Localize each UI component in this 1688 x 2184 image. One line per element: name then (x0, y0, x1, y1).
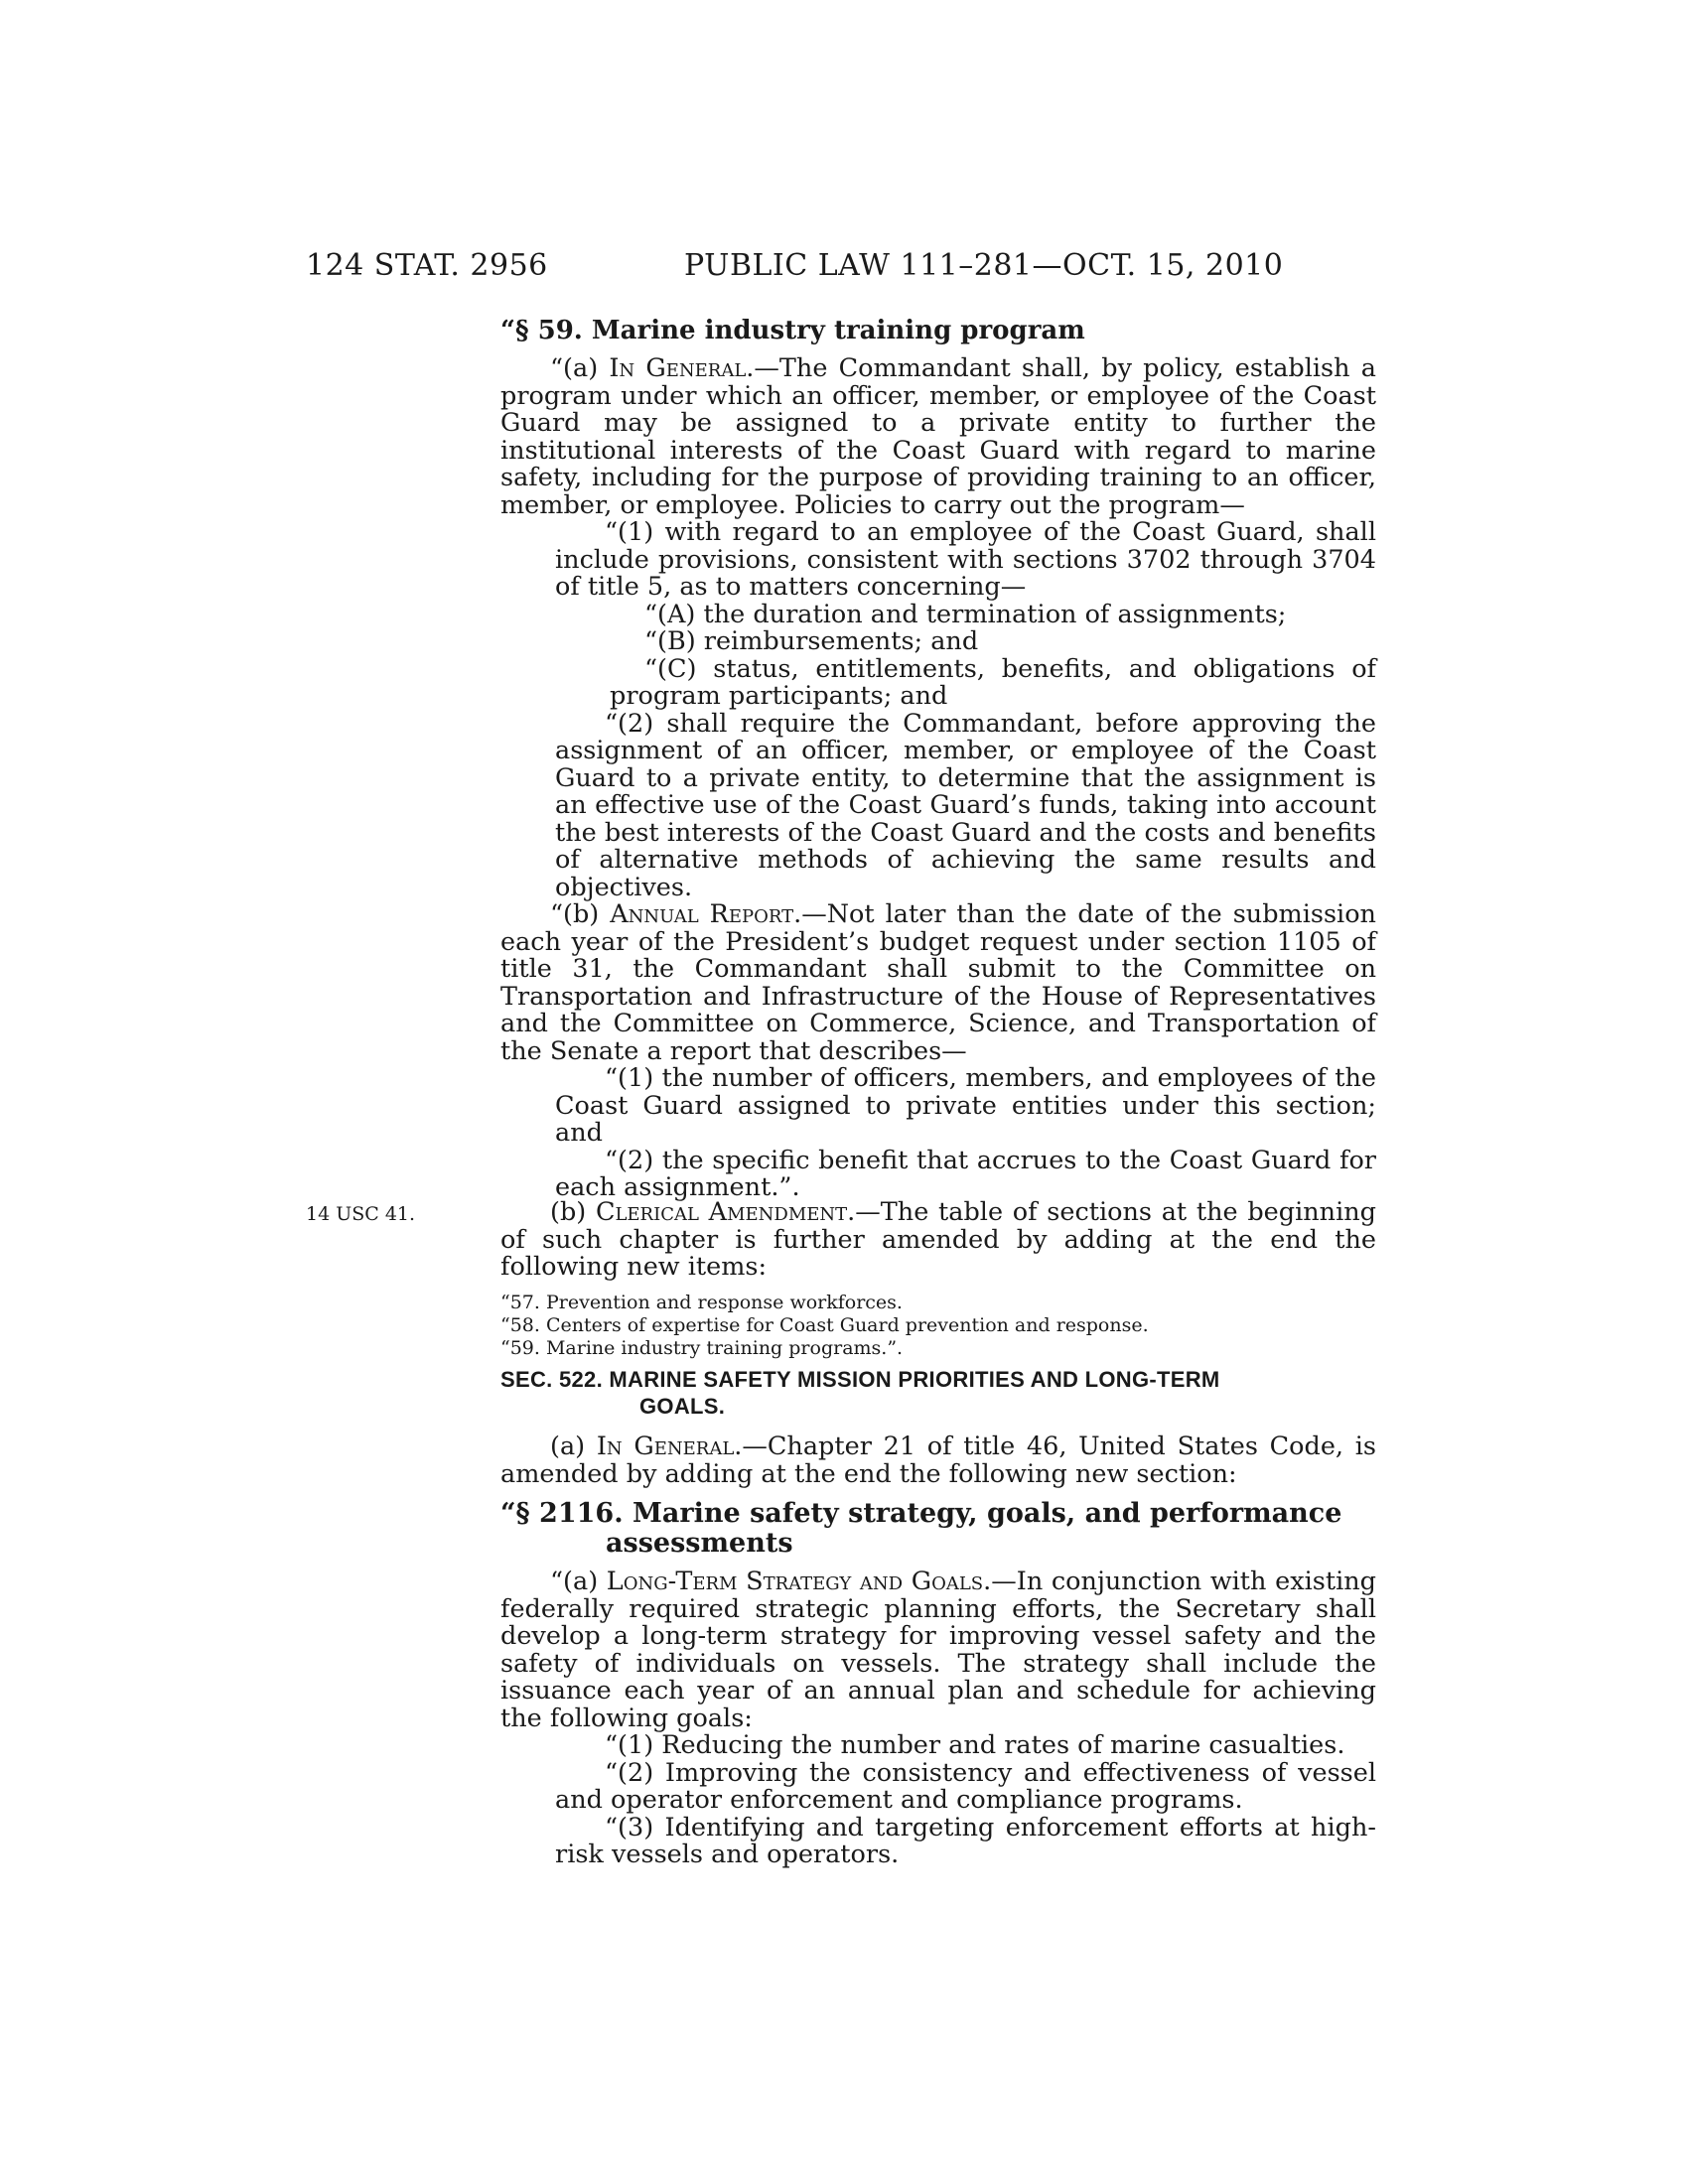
section-59-a2: “(2) shall require the Commandant, before approving the assignment of an officer, member, or employee of the Coast Guard to a private entity, to determine that the assignment is an effective use of the Coast Guard’s funds, taking into account the best interests of the Coast Guard and the costs and benefits of alternative methods of achieving the same results and objectives. (555, 708, 1376, 902)
toc-item: “58. Centers of expertise for Coast Guard prevention and response. (500, 1313, 1149, 1336)
section-59-a1: “(1) with regard to an employee of the Coast Guard, shall include provisions, consistent with sections 3702 through 3704 of title 5, as to matters concerning— (555, 517, 1376, 602)
section-2116-goal-3: “(3) Identifying and targeting enforcement efforts at high-risk vessels and operators. (555, 1812, 1376, 1869)
section-2116 (500, 1499, 1376, 1869)
caption-in-general: In General. (609, 353, 755, 383)
clerical-amendment-text: (b) Clerical Amendment.—The table of sections at the beginning of such chapter is further amended by adding at the end the following new items: (500, 1197, 1376, 1282)
sec-522-heading-line2: GOALS. (639, 1394, 726, 1419)
section-59-subsection-b: “(b) Annual Report.—Not later than the date of the submission each year of the President’s budget request under section 1105 of title 31, the Commandant shall submit to the Committee on Transportation and Infrastructure of the House of Representatives and the Committee on Commerce, Science, and Transportation of the Senate a report that describes— (500, 899, 1376, 1066)
section-2116-heading-line1: “§ 2116. Marine safety strategy, goals, and performance (500, 1498, 1342, 1529)
sec-522 (500, 1366, 1376, 1488)
section-59-subsection-a: “(a) In General.—The Commandant shall, by policy, establish a program under which an officer, member, or employee of the Coast Guard may be assigned to a private entity to further the institutional interests of the Coast Guard with regard to marine safety, including for the purpose of providing training to an officer, member, or employee. Policies to carry out the program— (500, 353, 1376, 520)
caption-annual-report: Annual Report. (610, 899, 802, 929)
caption-long-term-strategy: Long-Term Strategy and Goals. (606, 1567, 992, 1596)
margin-note: 14 USC 41. (306, 1203, 416, 1225)
clerical-amendment (500, 1199, 1376, 1360)
section-59-heading: “§ 59. Marine industry training program (500, 316, 1085, 345)
sec-522-heading-line1: SEC. 522. MARINE SAFETY MISSION PRIORITIES AND LONG-TERM (500, 1367, 1220, 1392)
section-59-a1C: “(C) status, entitlements, benefits, and obligations of program participants; and (610, 653, 1376, 711)
toc-item: “57. Prevention and response workforces. (500, 1291, 903, 1313)
caption-in-general: In General. (596, 1432, 743, 1461)
section-59-b1: “(1) the number of officers, members, and employees of the Coast Guard assigned to private entities under this section; and (555, 1063, 1376, 1148)
section-59-b2: “(2) the specific benefit that accrues to the Coast Guard for each assignment.”. (555, 1145, 1376, 1202)
section-59 (500, 316, 1376, 1202)
section-2116-subsection-a: “(a) Long-Term Strategy and Goals.—In conjunction with existing federally required strategic planning efforts, the Secretary shall develop a long-term strategy for improving vessel safety and the safety of individuals on vessels. The strategy shall include the issuance each year of an annual plan and schedule for achieving the following goals: (500, 1567, 1376, 1733)
law-title: PUBLIC LAW 111–281—OCT. 15, 2010 (684, 248, 1284, 283)
table-of-sections (500, 1292, 1376, 1360)
caption-clerical-amendment: Clerical Amendment. (595, 1197, 856, 1227)
section-2116-goal-2: “(2) Improving the consistency and effectiveness of vessel and operator enforcement and compliance programs. (555, 1757, 1376, 1815)
section-59-a1A: “(A) the duration and termination of assignments; (644, 599, 1287, 629)
toc-item: “59. Marine industry training programs.”. (500, 1336, 904, 1359)
section-2116-goal-1: “(1) Reducing the number and rates of marine casualties. (605, 1730, 1345, 1760)
stat-page-number: 124 STAT. 2956 (306, 248, 548, 283)
sec-522-subsection-a: (a) In General.—Chapter 21 of title 46, United States Code, is amended by adding at the end the following new section: (500, 1432, 1376, 1489)
section-2116-heading-line2: assessments (606, 1528, 793, 1559)
section-59-a1B: “(B) reimbursements; and (644, 626, 979, 656)
